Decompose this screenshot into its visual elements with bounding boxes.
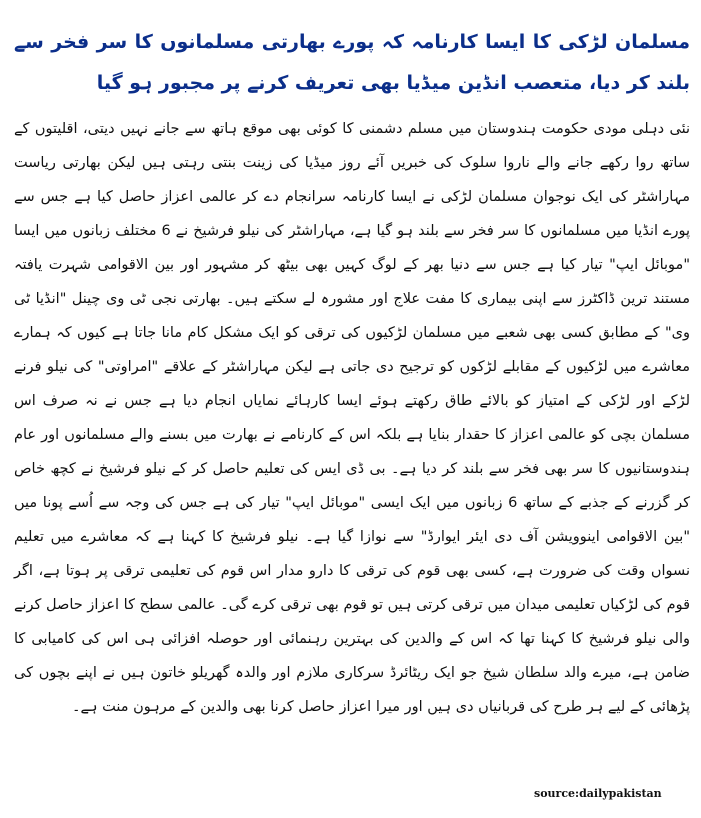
news-article [14, 22, 690, 724]
source-credit: source:dailypakistan [534, 787, 662, 800]
article-headline: مسلمان لڑکی کا ایسا کارنامہ کہ پورے بھارتی مسلمانوں کا سر فخر سے بلند کر دیا، متعصب انڈین میڈیا بھی تعریف کرنے پر مجبور ہو گیا [14, 31, 690, 94]
article-body: نئی دہلی مودی حکومت ہندوستان میں مسلم دشمنی کا کوئی بھی موقع ہاتھ سے جانے نہیں دیتی، اقلیتوں کے ساتھ روا رکھے جانے والے ناروا سلوک کی خبریں آئے روز میڈیا کی زینت بنتی رہتی ہیں لیکن بھارتی ریاست مہاراشٹر کی ایک نوجوان مسلمان لڑکی نے ایسا کارنامہ سرانجام دے کر عالمی اعزاز حاصل کیا ہے جس سے پورے انڈیا میں مسلمانوں کا سر فخر سے بلند ہو گیا ہے، مہاراشٹر کی نیلو فرشیخ نے 6 مختلف زبانوں میں ایسا "موبائل ایپ" تیار کیا ہے جس سے دنیا بھر کے لوگ کہیں بھی بیٹھ کر مشہور اور بین الاقوامی شہرت یافتہ مستند ترین ڈاکٹرز سے اپنی بیماری کا مفت علاج اور مشورہ لے سکتے ہیں۔ بھارتی نجی ٹی وی چینل "انڈیا ٹی وی" کے مطابق کسی بھی شعبے میں مسلمان لڑکیوں کی ترقی کو ایک مشکل کام مانا جاتا ہے کیوں کہ ہمارے معاشرے میں لڑکیوں کے مقابلے لڑکوں کو ترجیح دی جاتی ہے لیکن مہاراشٹر کے علاقے "امراوتی" کی نیلو فرنے لڑکے اور لڑکی کے امتیاز کو بالائے طاق رکھتے ہوئے ایسا کارہائے نمایاں انجام دیا ہے جس نے نہ صرف اس مسلمان بچی کو عالمی اعزاز کا حقدار بنایا ہے بلکہ اس کے کارنامے نے بھارت میں بسنے والے مسلمانوں اور عام ہندوستانیوں کا سر بھی فخر سے بلند کر دیا ہے۔ بی ڈی ایس کی تعلیم حاصل کر کے نیلو فرشیخ نے کچھ خاص کر گزرنے کے جذبے کے ساتھ 6 زبانوں میں ایک ایسی "موبائل ایپ" تیار کی ہے جس کی وجہ سے اُسے پونا میں "بین الاقوامی اینوویشن آف دی ایئر ایوارڈ" سے نوازا گیا ہے۔ نیلو فرشیخ کا کہنا ہے کہ معاشرے میں تعلیم نسواں وقت کی ضرورت ہے، کسی بھی قوم کی ترقی کا دارو مدار اس قوم کی تعلیمی ترقی پر ہوتا ہے، اگر قوم کی لڑکیاں تعلیمی میدان میں ترقی کرتی ہیں تو قوم بھی ترقی کرے گی۔ عالمی سطح کا اعزاز حاصل کرنے والی نیلو فرشیخ کا کہنا تھا کہ اس کے والدین کی بہترین رہنمائی اور حوصلہ افزائی ہی اس کی کامیابی کا ضامن ہے، میرے والد سلطان شیخ جو ایک ریٹائرڈ سرکاری ملازم اور والدہ گھریلو خاتون ہیں نے اپنے بچوں کی پڑھائی کے لیے ہر طرح کی قربانیاں دی ہیں اور میرا اعزاز حاصل کرنا بھی والدین کے مرہون منت ہے۔ [14, 121, 691, 715]
